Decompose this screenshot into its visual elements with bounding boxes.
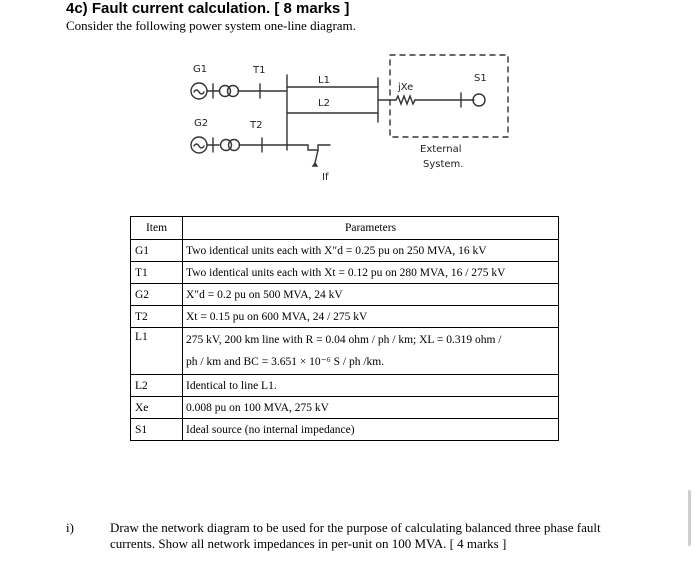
table-row <box>131 306 559 328</box>
label-t1: T1 <box>253 65 266 76</box>
row-params <box>183 328 559 375</box>
fault-branch <box>287 145 330 150</box>
table-row <box>131 262 559 284</box>
label-fault: If <box>322 172 329 183</box>
label-t2: T2 <box>250 120 263 131</box>
row-params: Two identical units each with X″d = 0.25 pu on 250 MVA, 16 kV <box>183 240 559 262</box>
one-line-diagram <box>0 0 700 215</box>
label-l2: L2 <box>318 98 330 109</box>
label-xe: jXe <box>398 82 414 93</box>
row-item: L1 <box>131 328 183 375</box>
row-item: L2 <box>131 375 183 397</box>
table-row <box>131 240 559 262</box>
row-item: T1 <box>131 262 183 284</box>
header-item: Item <box>131 217 183 240</box>
reactance-xe-symbol <box>396 96 415 104</box>
table-row <box>131 328 559 375</box>
row-item: G1 <box>131 240 183 262</box>
label-external-1: External <box>420 144 462 155</box>
intro-text: Consider the following power system one-line diagram. <box>66 18 356 33</box>
label-g2: G2 <box>194 118 209 129</box>
row-params: X″d = 0.2 pu on 500 MVA, 24 kV <box>183 284 559 306</box>
row-params: Identical to line L1. <box>183 375 559 397</box>
sub-question-number: i) <box>66 520 74 535</box>
table-row <box>131 397 559 419</box>
row-params: Xt = 0.15 pu on 600 MVA, 24 / 275 kV <box>183 306 559 328</box>
row-item: G2 <box>131 284 183 306</box>
table-header-row <box>131 217 559 240</box>
row-params: Two identical units each with Xt = 0.12 pu on 280 MVA, 16 / 275 kV <box>183 262 559 284</box>
label-l1: L1 <box>318 75 330 86</box>
row-item: T2 <box>131 306 183 328</box>
row-params-line-2: ph / km and BC = 3.651 × 10⁻⁶ S / ph /km. <box>186 356 385 368</box>
row-params-line-1: 275 kV, 200 km line with R = 0.04 ohm / ph / km; XL = 0.319 ohm / <box>186 334 502 346</box>
header-parameters: Parameters <box>183 217 559 240</box>
source-s1-symbol <box>473 94 485 106</box>
parameters-table <box>130 216 559 441</box>
row-params: Ideal source (no internal impedance) <box>183 419 559 441</box>
row-params: 0.008 pu on 100 MVA, 275 kV <box>183 397 559 419</box>
label-g1: G1 <box>193 64 208 75</box>
table-row <box>131 284 559 306</box>
row-item: S1 <box>131 419 183 441</box>
label-external-2: System. <box>423 159 464 170</box>
row-item: Xe <box>131 397 183 419</box>
table-row <box>131 375 559 397</box>
label-s1: S1 <box>474 73 487 84</box>
question-heading: 4c) Fault current calculation. [ 8 marks ] <box>66 0 350 17</box>
scrollbar[interactable] <box>688 490 691 546</box>
sub-question-text: Draw the network diagram to be used for the purpose of calculating balanced three phase fault currents. Show all network impedances in per-unit on 100 MVA. [ 4 marks ] <box>110 520 601 551</box>
external-system-box <box>390 55 508 137</box>
table-row <box>131 419 559 441</box>
